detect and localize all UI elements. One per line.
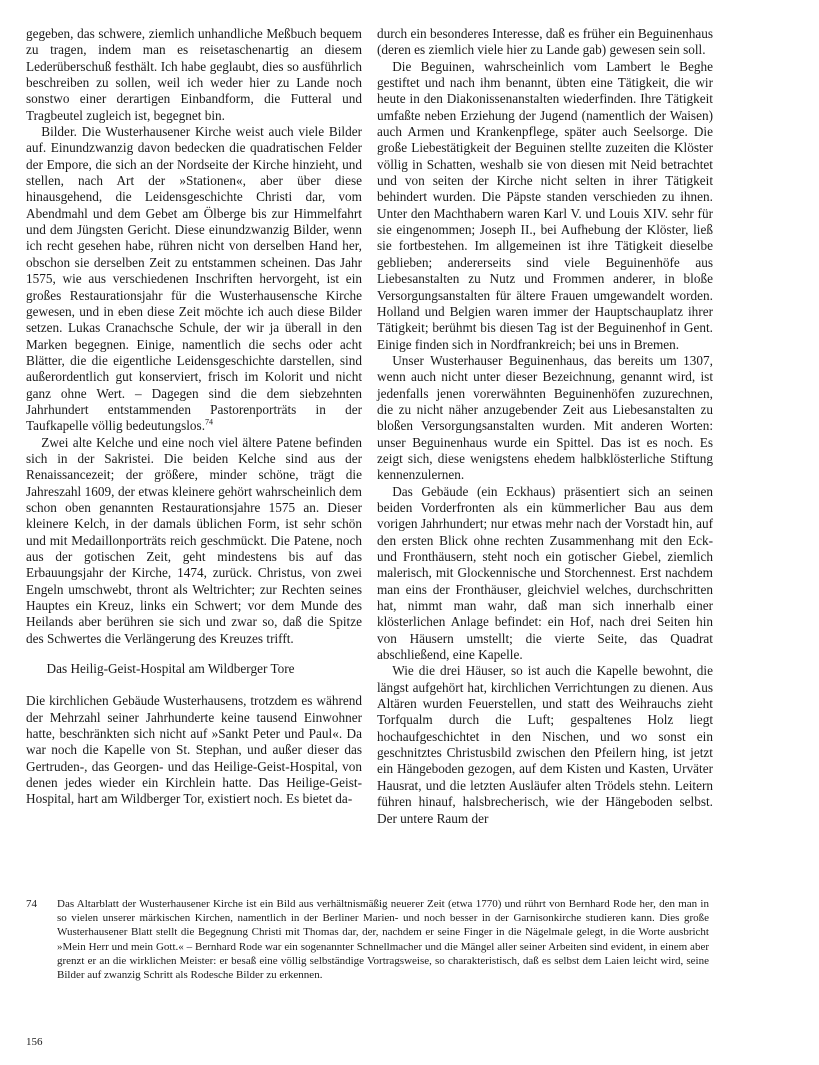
paragraph: durch ein besonderes Interesse, daß es früher ein Beguinenhaus (deren es ziemlich viele hier zu Lande gab) gewesen sein soll. (377, 26, 713, 58)
page-number: 156 (26, 1036, 43, 1048)
paragraph: Das Gebäude (ein Eckhaus) präsentiert sich an seinen beiden Vorderfronten als ein kümmerlicher Bau aus dem vorigen Jahrhundert; nur etwas mehr nach der Vorstadt hin, auf den ersten Blick ohne rechten Zusammenhang mit den Eck- und Fronthäusern, steht noch ein gotischer Giebel, ziemlich malerisch, mit Glockennische und Storchennest. Erst nachdem man eins der Fronthäuser, gleichviel welches, durchschritten hat, nimmt man wahr, daß man sich innerhalb einer klösterlichen Anlage befindet: ein Hof, nach drei Seiten hin von Häusern umstellt; die vierte Seite, das Quadrat abschließend, eine Kapelle. (377, 483, 713, 663)
right-column (377, 26, 713, 827)
paragraph: Zwei alte Kelche und eine noch viel ältere Patene befinden sich in der Sakristei. Die beiden Kelche sind aus der Renaissancezeit; der größere, minder schöne, trägt die Jahreszahl 1609, der etwas kleinere gehört wahrscheinlich dem schon oben genannten Restaurationsjahre 1575 an. Dieser kleinere Kelch, in der damals üblichen Form, ist sehr schön und mit Medaillonporträts reich geschmückt. Die Patene, noch aus der gotischen Zeit, geht mindestens bis auf das Erbauungsjahr der Kirche, 1474, zurück. Christus, von zwei Engeln umschwebt, thront als Weltrichter; zur Rechten seines Hauptes ein Kreuz, links ein Schwert; vor dem Munde des Heilands aber berühren sie sich und zwar so, daß die Spitze des Schwertes die Verlängerung des Kreuzes trifft. (26, 434, 362, 646)
footnote-text: Das Altarblatt der Wusterhausener Kirche ist ein Bild aus verhältnismäßig neuerer Zeit (etwa 1770) und rührt von Bernhard Rode her, den man in so vielen unserer märkischen Kirchen, namentlich in der Berliner Marien- und noch besser in der Garnisonkirche studieren kann. Dies große Wusterhausener Blatt stellt die Begegnung Christi mit Thomas dar, der, nachdem er seine Finger in die Nägelmale gelegt, in die Worte ausbricht »Mein Herr und mein Gott.« – Bernhard Rode war ein sogenannter Schnellmacher und die Mängel aller seiner Arbeiten sind evident, in einem aber grenzt er an die wirklichen Meister: er besaß eine völlig selbständige Vortragsweise, so charakteristisch, daß es selbst dem Laien leicht wird, seine Bilder auf zwanzig Schritt als Rodesche Bilder zu erkennen. (57, 898, 709, 982)
paragraph: Wie die drei Häuser, so ist auch die Kapelle bewohnt, die längst aufgehört hat, kirchlichen Verrichtungen zu dienen. Aus Altären wurden Feuerstellen, und statt des Weihrauchs zieht Torfqualm durch die Luft; gespaltenes Holz liegt hochaufgeschichtet in den Nischen, und wo sonst ein geschnitztes Christusbild zwischen den Pfeilern hing, ist jetzt ein Hängeboden gezogen, auf dem Kisten und Kasten, Urväter Hausrat, und die letzten Ausläufer alten Trödels stehn. Leitern führen hinauf, halsbrecherisch, wie der Hängeboden selbst. Der untere Raum der (377, 663, 713, 826)
paragraph-bilder (26, 124, 362, 435)
paragraph: Unser Wusterhauser Beguinenhaus, das bereits um 1307, wenn auch nicht unter dieser Bezeichnung, genannt wird, ist jedenfalls jenen vorerwähnten Beguinenhöfen zuzurechnen, die zu nicht näher anzugebender Zeit aus Liebesanstalten zu bloßen Versorgungsanstalten wurden. Mit anderen Worten: unser Beguinenhaus wurde ein Spittel. Das ist es noch. Es zeigt sich, diese wenigstens ehedem halbklösterliche Stiftung kennenzulernen. (377, 352, 713, 483)
paragraph: Die Beguinen, wahrscheinlich vom Lambert le Beghe gestiftet und nach ihm benannt, übten eine Tätigkeit, die wir heute in den Diakonissenanstalten wiederfinden. Ihre Tätigkeit umfaßte neben Erziehung der Jugend (namentlich der Waisen) auch Armen und Krankenpflege, später auch Seelsorge. Die große Liebestätigkeit der Beguinen stellte zuzeiten die Klöster völlig in Schatten, weshalb sie von diesen mit Neid betrachtet und von seiten der Kirche nicht selten in ihrer Tätigkeit behindert wurden. Die Päpste standen verschieden zu ihnen. Unter den Machthabern waren Karl V. und Louis XIV. sehr für sie eingenommen; Joseph II., bei Aufhebung der Klöster, ließ sie fortbestehen. Im allgemeinen ist ihre Tätigkeit dieselbe geblieben; andererseits sind viele Beguinenhöfe aus Liebesanstalten zu Nutz und Frommen anderer, in bloße Versorgungsanstalten für ältere Frauen umgewandelt worden. Holland und Belgien waren immer der Hauptschauplatz ihrer Tätigkeit; berühmt bis diesen Tag ist der Beguinenhof in Gent. Einige finden sich in Nordfrankreich; bei uns in Bremen. (377, 58, 713, 352)
section-heading: Das Heilig-Geist-Hospital am Wildberger Tore (46, 661, 295, 677)
left-column (26, 26, 362, 808)
paragraph: gegeben, das schwere, ziemlich unhandliche Meßbuch bequem zu tragen, indem man es reisetaschenartig an diesem Lederüberschuß festhält. Ich habe geglaubt, dies so ausführlich beschreiben zu sollen, weil ich weder hier zu Lande noch sonstwo einer derartigen Einbandform, die Futteral und Tragbeutel zugleich ist, begegnet bin. (26, 26, 362, 123)
paragraph: Die kirchlichen Gebäude Wusterhausens, trotzdem es während der Mehrzahl seiner Jahrhunderte keine tausend Einwohner hatte, beschränkten sich nicht auf »Sankt Peter und Paul«. Da war noch die Kapelle von St. Stephan, und außer dieser das Gertruden-, das Georgen- und das Heilige-Geist-Hospital, von denen jedes wieder ein Kirchlein hatte. Das Heilige-Geist-Hospital, hart am Wildberger Tor, existiert noch. Es bietet da- (26, 693, 362, 807)
paragraph-text: Bilder. Die Wusterhausener Kirche weist auch viele Bilder auf. Einundzwanzig davon bedecken die quadratischen Felder der Empore, die sich an der Nordseite der Kirche hinzieht, und stellen, nach Art der »Stationen«, aber über diese hinausgehend, die Leidensgeschichte Christi dar, vom Abendmahl und dem Gebet am Ölberge bis zur Himmelfahrt und dem Jüngsten Gericht. Diese einundzwanzig Bilder, wenn ich recht gesehen habe, rühren nicht von derselben Hand her, obschon sie derselben Zeit zu entstammen scheinen. Das Jahr 1575, wie aus verschiedenen Inschriften hervorgeht, ist ein großes Restaurationsjahr für die Wusterhausensche Kirche gewesen, und in eben diese Zeit möchte ich auch diese Bilder setzen. Lukas Cranachsche Schule, der wir ja überall in den Marken begegnen. Einige, namentlich die sechs oder acht Blätter, die die eigentliche Leidensgeschichte darstellen, sind außerordentlich gut konserviert, frisch im Kolorit und nicht ganz ohne Wert. – Dagegen sind die dem siebzehnten Jahrhundert entstammenden Pastorenporträts in der Taufkapelle völlig bedeutungslos. (26, 124, 362, 434)
footnote-ref[interactable]: 74 (205, 417, 214, 427)
footnote-number: 74 (26, 898, 37, 910)
